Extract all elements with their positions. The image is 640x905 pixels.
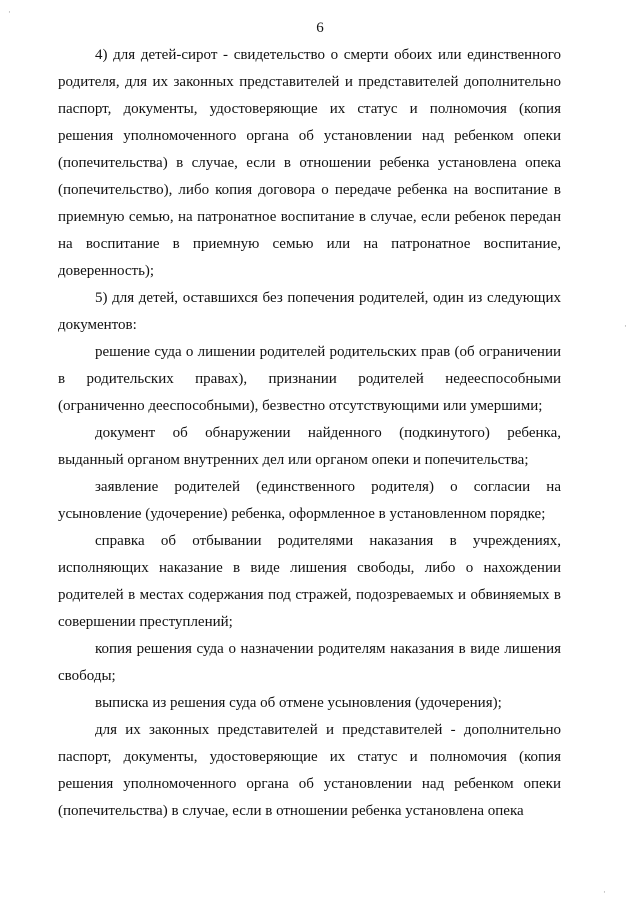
paragraph-found-child-document: документ об обнаружении найденного (подкинутого) ребенка, выданный органом внутренних дел или органом опеки и попечительства; [58, 425, 561, 468]
paragraph-adoption-cancellation: выписка из решения суда об отмене усыновления (удочерения); [95, 695, 502, 711]
paragraph-representatives: для их законных представителей и представителей - дополнительно паспорт, документы, удостоверяющие их статус и полномочия (копия решения уполномоченного органа об установлении над ребенком опеки (попечительства) в случае, если в отношении ребенка установлена опека [58, 722, 561, 819]
paragraph-court-decision: решение суда о лишении родителей родительских прав (об ограничении в родительских правах), признании родителей недееспособными (ограниченно дееспособными), безвестно отсутствующими или умершими; [58, 344, 561, 414]
scan-mark-bottom-right: · [603, 888, 606, 898]
document-body [58, 42, 561, 825]
paragraph-parents-consent: заявление родителей (единственного родителя) о согласии на усыновление (удочерение) ребенка, оформленное в установленном порядке; [58, 479, 561, 522]
paragraph-orphans: 4) для детей-сирот - свидетельство о смерти обоих или единственного родителя, для их законных представителей и представителей дополнительно паспорт, документы, удостоверяющие их статус и полномочия (копия решения уполномоченного органа об установлении над ребенком опеки (попечительства) в случае, если в отношении ребенка установлена опека (попечительство), либо копия договора о передаче ребенка на воспитание в приемную семью, на патронатное воспитание в случае, если ребенок передан на воспитание в приемную семью или на патронатное воспитание, доверенность); [58, 47, 561, 279]
paragraph-without-care: 5) для детей, оставшихся без попечения родителей, один из следующих документов: [58, 290, 561, 333]
scan-mark-top-left: · [8, 8, 11, 18]
scan-mark-right: · [624, 322, 627, 332]
paragraph-sentence-copy: копия решения суда о назначении родителям наказания в виде лишения свободы; [58, 641, 561, 684]
page-number: 6 [316, 20, 324, 36]
paragraph-imprisonment-certificate: справка об отбывании родителями наказания в учреждениях, исполняющих наказание в виде лишения свободы, либо о нахождении родителей в местах содержания под стражей, подозреваемых и обвиняемых в совершении преступлений; [58, 533, 561, 630]
